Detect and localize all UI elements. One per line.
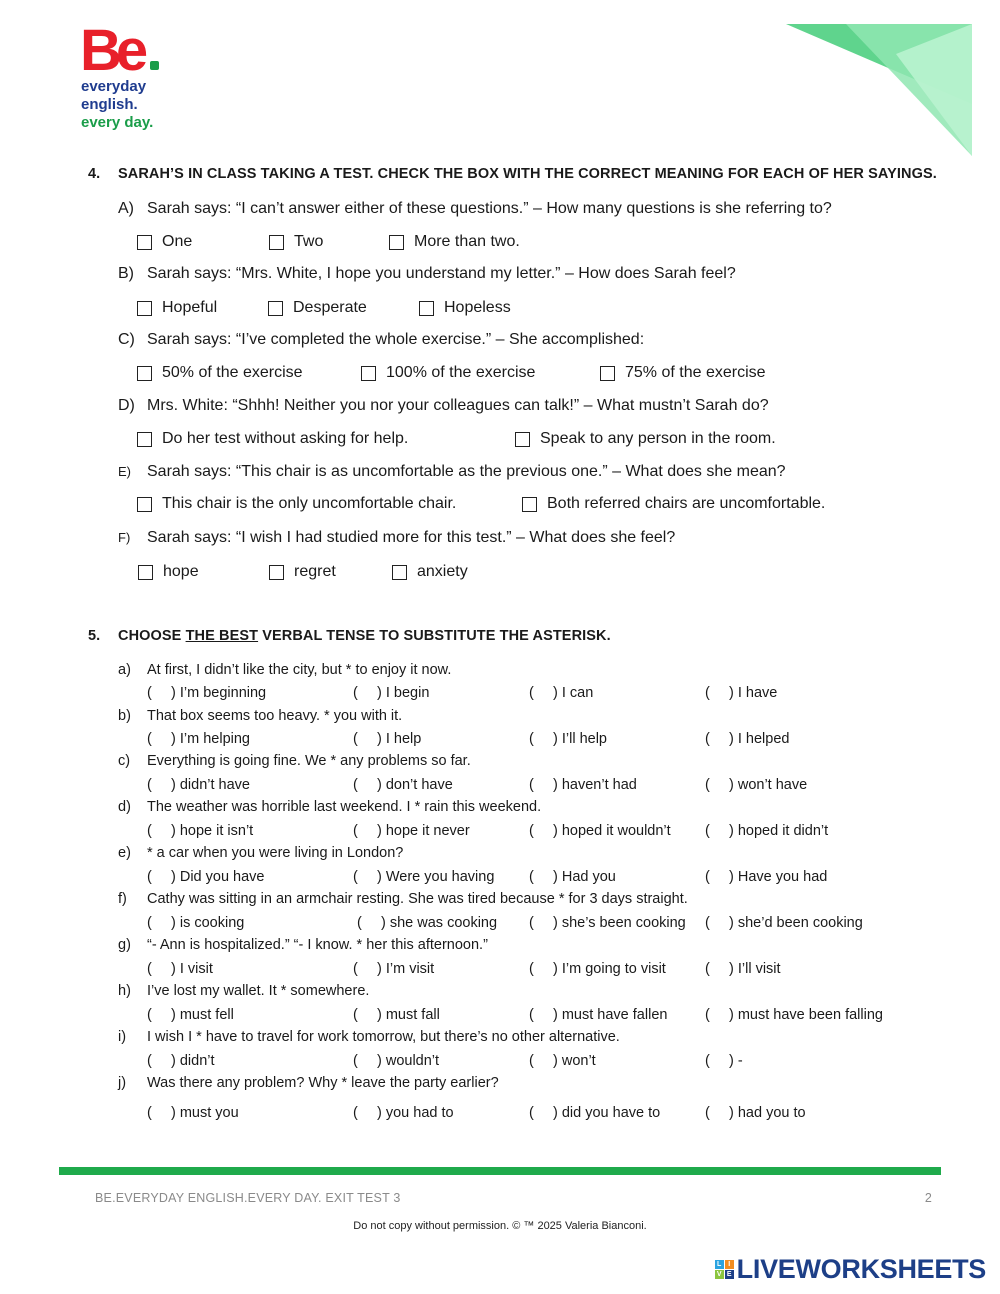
item-letter: E) — [118, 464, 131, 479]
paren: ( — [529, 777, 534, 793]
q5-item-letter: i) — [118, 1029, 127, 1045]
q4c-option-3[interactable] — [600, 363, 766, 383]
item-letter: D) — [118, 397, 135, 414]
q5d-option-2[interactable] — [353, 822, 470, 840]
q5-item-sentence: Everything is going fine. We * any problems so far. — [147, 753, 471, 769]
checkbox[interactable] — [515, 432, 530, 447]
option-label: One — [162, 233, 193, 250]
option-label: ) she’d been cooking — [729, 915, 863, 931]
paren: ( — [529, 685, 534, 701]
option-label: ) Have you had — [729, 869, 828, 885]
option-label: ) is cooking — [171, 915, 245, 931]
paren: ( — [147, 961, 152, 977]
question-5-heading — [88, 628, 611, 644]
option-label: ) hoped it didn’t — [729, 823, 829, 839]
option-label: ) I’m going to visit — [553, 961, 666, 977]
option-label: ) must you — [171, 1105, 239, 1121]
checkbox[interactable] — [137, 301, 152, 316]
paren: ( — [353, 1053, 358, 1069]
q5f-option-2[interactable] — [357, 914, 497, 932]
item-prompt: Sarah says: “Mrs. White, I hope you understand my letter.” – How does Sarah feel? — [147, 265, 736, 282]
q5f-option-1[interactable] — [147, 914, 244, 932]
q5b-option-2[interactable] — [353, 730, 421, 748]
option-label: ) I can — [553, 685, 594, 701]
q4-item-a — [118, 199, 832, 219]
paren: ( — [147, 777, 152, 793]
q5b-option-4[interactable] — [705, 730, 789, 748]
option-label: ) she’s been cooking — [553, 915, 686, 931]
item-letter: F) — [118, 530, 131, 545]
grid-letter: E — [725, 1270, 734, 1279]
logo-line-2: english. — [81, 96, 138, 113]
option-label: Two — [294, 233, 324, 250]
q4d-option-1[interactable] — [137, 429, 408, 449]
item-letter: B) — [118, 265, 134, 282]
grid-letter: V — [715, 1270, 724, 1279]
q5h-option-1[interactable] — [147, 1006, 234, 1024]
q4-item-d — [118, 396, 769, 416]
q5-item-letter: d) — [118, 799, 131, 815]
q5i-option-3[interactable] — [529, 1052, 596, 1070]
paren: ( — [353, 1105, 358, 1121]
q5b-option-1[interactable] — [147, 730, 250, 748]
q5a-option-2[interactable] — [353, 684, 429, 702]
option-label: Speak to any person in the room. — [540, 430, 776, 447]
q5i-option-2[interactable] — [353, 1052, 439, 1070]
option-label: 50% of the exercise — [162, 364, 303, 381]
q5d-option-3[interactable] — [529, 822, 671, 840]
heading-underlined: THE BEST — [185, 628, 259, 644]
checkbox[interactable] — [137, 432, 152, 447]
page-number: 2 — [924, 1191, 932, 1205]
q4c-option-1[interactable] — [137, 363, 303, 383]
checkbox[interactable] — [137, 235, 152, 250]
q5-item-sentence: * a car when you were living in London? — [147, 845, 404, 861]
heading-part-1: CHOOSE — [118, 628, 186, 644]
q5h-option-3[interactable] — [529, 1006, 667, 1024]
q5i-option-1[interactable] — [147, 1052, 215, 1070]
copyright-notice: Do not copy without permission. © ™ 2025 Valeria Bianconi. — [353, 1220, 647, 1232]
paren: ( — [147, 869, 152, 885]
q5j-option-2[interactable] — [353, 1104, 454, 1122]
q5-item-sentence: Cathy was sitting in an armchair resting. She was tired because * for 3 days straight. — [147, 891, 688, 907]
option-label: ) did you have to — [553, 1105, 661, 1121]
paren: ( — [353, 869, 358, 885]
q5-item-sentence: The weather was horrible last weekend. I * rain this weekend. — [147, 799, 542, 815]
item-prompt: Sarah says: “I can’t answer either of these questions.” – How many questions is she referring to? — [147, 200, 832, 217]
checkbox[interactable] — [600, 366, 615, 381]
q5a-option-3[interactable] — [529, 684, 593, 702]
checkbox[interactable] — [138, 565, 153, 580]
option-label: hope — [163, 563, 199, 580]
q5a-option-1[interactable] — [147, 684, 266, 702]
option-label: Both referred chairs are uncomfortable. — [547, 495, 826, 512]
q5j-option-3[interactable] — [529, 1104, 660, 1122]
checkbox[interactable] — [269, 235, 284, 250]
q4a-option-2[interactable] — [269, 232, 323, 252]
option-label: anxiety — [417, 563, 468, 580]
option-label: ) I’ll help — [553, 731, 607, 747]
paren: ( — [705, 1007, 710, 1023]
paren: ( — [353, 777, 358, 793]
option-label: ) I’m helping — [171, 731, 250, 747]
paren: ( — [147, 915, 152, 931]
q5-item-sentence: “- Ann is hospitalized.” “- I know. * her this afternoon.” — [147, 937, 488, 953]
option-label: ) didn’t have — [171, 777, 250, 793]
option-label: ) I’ll visit — [729, 961, 781, 977]
q5c-option-1[interactable] — [147, 776, 250, 794]
logo-line-1: everyday — [81, 78, 147, 95]
liveworksheets-grid-icon — [715, 1260, 734, 1279]
q5-item-letter: b) — [118, 708, 131, 724]
paren: ( — [353, 685, 358, 701]
q5-item-letter: g) — [118, 937, 131, 953]
option-label: ) Did you have — [171, 869, 265, 885]
option-label: ) I have — [729, 685, 778, 701]
checkbox[interactable] — [137, 497, 152, 512]
option-label: More than two. — [414, 233, 520, 250]
q5-item-sentence: I’ve lost my wallet. It * somewhere. — [147, 983, 370, 999]
checkbox[interactable] — [522, 497, 537, 512]
paren: ( — [353, 961, 358, 977]
q5-item-letter: h) — [118, 983, 131, 999]
logo-line-3: every day. — [81, 114, 154, 131]
option-label: ) Were you having — [377, 869, 495, 885]
q5-item-letter: j) — [118, 1075, 127, 1091]
q5-item-letter: f) — [118, 891, 127, 907]
paren: ( — [529, 915, 534, 931]
q5c-option-2[interactable] — [353, 776, 453, 794]
option-label: This chair is the only uncomfortable chair. — [162, 495, 457, 512]
q5f-option-3[interactable] — [529, 914, 686, 932]
paren: ( — [147, 1053, 152, 1069]
option-label: ) I’m beginning — [171, 685, 267, 701]
paren: ( — [147, 823, 152, 839]
item-prompt: Sarah says: “This chair is as uncomfortable as the previous one.” – What does she mean? — [147, 463, 786, 480]
q5g-option-4[interactable] — [705, 960, 781, 978]
paren: ( — [705, 915, 710, 931]
option-label: ) wouldn’t — [377, 1053, 440, 1069]
item-prompt: Sarah says: “I wish I had studied more for this test.” – What does she feel? — [147, 529, 676, 546]
q5h-option-2[interactable] — [353, 1006, 440, 1024]
q5d-option-4[interactable] — [705, 822, 828, 840]
q4b-option-1[interactable] — [137, 298, 217, 318]
question-title: SARAH’S IN CLASS TAKING A TEST. CHECK THE BOX WITH THE CORRECT MEANING FOR EACH OF HER SAYINGS. — [118, 166, 937, 182]
option-label: 100% of the exercise — [386, 364, 536, 381]
logo-dot — [150, 61, 159, 70]
item-prompt: Sarah says: “I’ve completed the whole exercise.” – She accomplished: — [147, 331, 645, 348]
q5f-option-4[interactable] — [705, 914, 863, 932]
grid-letter: L — [715, 1260, 724, 1269]
checkbox[interactable] — [268, 301, 283, 316]
option-label: ) - — [729, 1053, 743, 1069]
q5b-option-3[interactable] — [529, 730, 607, 748]
checkbox[interactable] — [137, 366, 152, 381]
liveworksheets-logo — [715, 1254, 986, 1285]
q4c-option-2[interactable] — [361, 363, 535, 383]
q4a-option-3[interactable] — [389, 232, 520, 252]
checkbox[interactable] — [361, 366, 376, 381]
q4-item-f — [118, 528, 675, 548]
paren: ( — [147, 685, 152, 701]
q5-item-letter: a) — [118, 662, 131, 678]
option-label: Hopeful — [162, 299, 218, 316]
q5-item-sentence: At first, I didn’t like the city, but * to enjoy it now. — [147, 662, 452, 678]
q5e-option-4[interactable] — [705, 868, 827, 886]
q5c-option-4[interactable] — [705, 776, 807, 794]
paren: ( — [529, 731, 534, 747]
q5c-option-3[interactable] — [529, 776, 637, 794]
paren: ( — [147, 731, 152, 747]
paren: ( — [147, 1007, 152, 1023]
q5d-option-1[interactable] — [147, 822, 253, 840]
checkbox[interactable] — [269, 565, 284, 580]
option-label: ) hoped it wouldn’t — [553, 823, 671, 839]
q4e-option-1[interactable] — [137, 494, 456, 514]
option-label: ) don’t have — [377, 777, 453, 793]
question-number: 4. — [88, 166, 101, 182]
option-label: ) won’t — [553, 1053, 596, 1069]
q4-item-b — [118, 264, 736, 284]
q5i-option-4[interactable] — [705, 1052, 743, 1070]
option-label: ) must have been falling — [729, 1007, 883, 1023]
q5h-option-4[interactable] — [705, 1006, 883, 1024]
paren: ( — [147, 1105, 152, 1121]
brand-logo — [80, 18, 159, 83]
paren: ( — [529, 961, 534, 977]
option-label: ) had you to — [729, 1105, 806, 1121]
option-label: ) haven’t had — [553, 777, 637, 793]
footer-title: BE.EVERYDAY ENGLISH.EVERY DAY. EXIT TEST 3 — [95, 1191, 401, 1205]
paren: ( — [529, 869, 534, 885]
question-number: 5. — [88, 628, 101, 644]
heading-part-2: VERBAL TENSE TO SUBSTITUTE THE ASTERISK. — [258, 628, 611, 644]
option-label: ) must have fallen — [553, 1007, 668, 1023]
paren: ( — [705, 961, 710, 977]
q4f-option-3[interactable] — [392, 562, 468, 582]
liveworksheets-wordmark: LIVEWORKSHEETS — [736, 1254, 986, 1284]
paren: ( — [705, 685, 710, 701]
q5e-option-1[interactable] — [147, 868, 265, 886]
q5e-option-2[interactable] — [353, 868, 494, 886]
question-4-heading — [88, 166, 937, 182]
checkbox[interactable] — [419, 301, 434, 316]
q5-item-sentence: That box seems too heavy. * you with it. — [147, 708, 403, 724]
q5j-option-1[interactable] — [147, 1104, 239, 1122]
item-letter: C) — [118, 331, 135, 348]
paren: ( — [357, 915, 362, 931]
footer-bar — [59, 1167, 941, 1175]
paren: ( — [705, 1105, 710, 1121]
paren: ( — [705, 823, 710, 839]
option-label: ) you had to — [377, 1105, 454, 1121]
corner-decoration — [786, 24, 972, 156]
option-label: Do her test without asking for help. — [162, 430, 409, 447]
q5a-option-4[interactable] — [705, 684, 777, 702]
q5g-option-2[interactable] — [353, 960, 434, 978]
q4d-option-2[interactable] — [515, 429, 776, 449]
paren: ( — [529, 1053, 534, 1069]
item-prompt: Mrs. White: “Shhh! Neither you nor your colleagues can talk!” – What mustn’t Sarah do? — [147, 397, 769, 414]
option-label: ) she was cooking — [381, 915, 498, 931]
option-label: ) hope it never — [377, 823, 470, 839]
grid-letter: I — [725, 1260, 734, 1269]
option-label: ) must fell — [171, 1007, 234, 1023]
option-label: ) I help — [377, 731, 422, 747]
q5-item-letter: c) — [118, 753, 131, 769]
option-label: 75% of the exercise — [625, 364, 766, 381]
q5j-option-4[interactable] — [705, 1104, 806, 1122]
q4b-option-2[interactable] — [268, 298, 367, 318]
option-label: ) I begin — [377, 685, 430, 701]
paren: ( — [353, 731, 358, 747]
option-label: ) won’t have — [729, 777, 808, 793]
paren: ( — [353, 1007, 358, 1023]
q4a-option-1[interactable] — [137, 232, 192, 252]
option-label: ) I helped — [729, 731, 790, 747]
option-label: Hopeless — [444, 299, 511, 316]
q4-item-e — [118, 462, 786, 482]
checkbox[interactable] — [389, 235, 404, 250]
paren: ( — [705, 777, 710, 793]
option-label: ) I visit — [171, 961, 213, 977]
q4e-option-2[interactable] — [522, 494, 825, 514]
paren: ( — [529, 823, 534, 839]
q4b-option-3[interactable] — [419, 298, 511, 318]
q4f-option-2[interactable] — [269, 562, 336, 582]
option-label: regret — [294, 563, 336, 580]
option-label: ) I’m visit — [377, 961, 435, 977]
q5-item-letter: e) — [118, 845, 131, 861]
q5g-option-3[interactable] — [529, 960, 666, 978]
paren: ( — [705, 731, 710, 747]
paren: ( — [705, 1053, 710, 1069]
option-label: ) Had you — [553, 869, 616, 885]
item-letter: A) — [118, 200, 134, 217]
logo-mark: Be — [80, 18, 143, 83]
paren: ( — [353, 823, 358, 839]
option-label: ) didn’t — [171, 1053, 215, 1069]
option-label: ) hope it isn’t — [171, 823, 254, 839]
paren: ( — [529, 1105, 534, 1121]
q5-item-sentence: I wish I * have to travel for work tomorrow, but there’s no other alternative. — [147, 1029, 620, 1045]
q5g-option-1[interactable] — [147, 960, 213, 978]
q4-item-c — [118, 330, 644, 350]
q5e-option-3[interactable] — [529, 868, 616, 886]
option-label: ) must fall — [377, 1007, 440, 1023]
q5-item-sentence: Was there any problem? Why * leave the party earlier? — [147, 1075, 499, 1091]
paren: ( — [529, 1007, 534, 1023]
paren: ( — [705, 869, 710, 885]
q4f-option-1[interactable] — [138, 562, 199, 582]
checkbox[interactable] — [392, 565, 407, 580]
option-label: Desperate — [293, 299, 367, 316]
